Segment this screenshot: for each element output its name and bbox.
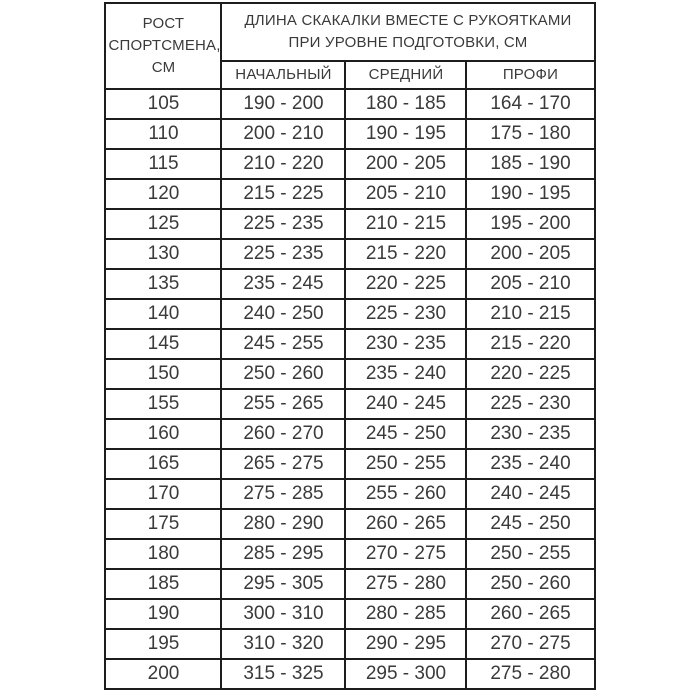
pro-range-cell: 250 - 255 (466, 539, 594, 569)
beginner-range-cell: 265 - 275 (221, 449, 345, 479)
pro-range-cell: 260 - 265 (466, 599, 594, 629)
beginner-range-cell: 295 - 305 (221, 569, 345, 599)
pro-range-cell: 235 - 240 (466, 449, 594, 479)
table-row (105, 239, 594, 269)
table-row (105, 509, 594, 539)
group-header-line2: ПРИ УРОВНЕ ПОДГОТОВКИ, СМ (288, 34, 528, 51)
middle-range-cell: 180 - 185 (345, 89, 466, 119)
beginner-range-cell: 260 - 270 (221, 419, 345, 449)
height-cell: 180 (105, 539, 221, 569)
pro-range-cell: 190 - 195 (466, 179, 594, 209)
table-row (105, 89, 594, 119)
middle-range-cell: 275 - 280 (345, 569, 466, 599)
pro-range-cell: 245 - 250 (466, 509, 594, 539)
beginner-range-cell: 210 - 220 (221, 149, 345, 179)
height-cell: 165 (105, 449, 221, 479)
middle-range-cell: 280 - 285 (345, 599, 466, 629)
beginner-range-cell: 225 - 235 (221, 209, 345, 239)
height-cell: 115 (105, 149, 221, 179)
height-cell: 125 (105, 209, 221, 239)
pro-range-cell: 230 - 235 (466, 419, 594, 449)
middle-range-cell: 215 - 220 (345, 239, 466, 269)
table-row (105, 479, 594, 509)
middle-range-cell: 200 - 205 (345, 149, 466, 179)
table-row (105, 449, 594, 479)
middle-range-cell: 210 - 215 (345, 209, 466, 239)
pro-range-cell: 250 - 260 (466, 569, 594, 599)
table-row (105, 599, 594, 629)
middle-range-cell: 190 - 195 (345, 119, 466, 149)
middle-range-cell: 295 - 300 (345, 659, 466, 689)
level-header-beginner: НАЧАЛЬНЫЙ (221, 61, 345, 89)
beginner-range-cell: 310 - 320 (221, 629, 345, 659)
level-header-middle: СРЕДНИЙ (345, 61, 466, 89)
group-header-line1: ДЛИНА СКАКАЛКИ ВМЕСТЕ С РУКОЯТКАМИ (244, 12, 572, 30)
table-row (105, 629, 594, 659)
middle-range-cell: 245 - 250 (345, 419, 466, 449)
height-header-line2: СПОРТСМЕНА, (108, 37, 221, 55)
height-cell: 175 (105, 509, 221, 539)
beginner-range-cell: 250 - 260 (221, 359, 345, 389)
middle-range-cell: 205 - 210 (345, 179, 466, 209)
middle-range-cell: 255 - 260 (345, 479, 466, 509)
header-row-group (105, 3, 594, 61)
beginner-range-cell: 190 - 200 (221, 89, 345, 119)
pro-range-cell: 210 - 215 (466, 299, 594, 329)
height-cell: 195 (105, 629, 221, 659)
beginner-range-cell: 240 - 250 (221, 299, 345, 329)
table-row (105, 419, 594, 449)
beginner-range-cell: 225 - 235 (221, 239, 345, 269)
pro-range-cell: 240 - 245 (466, 479, 594, 509)
pro-range-cell: 164 - 170 (466, 89, 594, 119)
height-cell: 185 (105, 569, 221, 599)
pro-range-cell: 205 - 210 (466, 269, 594, 299)
table-row (105, 299, 594, 329)
beginner-range-cell: 280 - 290 (221, 509, 345, 539)
table-row (105, 119, 594, 149)
beginner-range-cell: 315 - 325 (221, 659, 345, 689)
beginner-range-cell: 275 - 285 (221, 479, 345, 509)
beginner-range-cell: 245 - 255 (221, 329, 345, 359)
middle-range-cell: 235 - 240 (345, 359, 466, 389)
table-row (105, 149, 594, 179)
table-row (105, 389, 594, 419)
height-cell: 130 (105, 239, 221, 269)
height-cell: 135 (105, 269, 221, 299)
beginner-range-cell: 215 - 225 (221, 179, 345, 209)
height-cell: 150 (105, 359, 221, 389)
table-row (105, 539, 594, 569)
height-header-line1: РОСТ (142, 15, 185, 33)
table-row (105, 659, 594, 689)
height-cell: 110 (105, 119, 221, 149)
height-column-header (105, 3, 221, 89)
table-row (105, 569, 594, 599)
table-row (105, 359, 594, 389)
middle-range-cell: 220 - 225 (345, 269, 466, 299)
pro-range-cell: 200 - 205 (466, 239, 594, 269)
table-header (105, 3, 594, 89)
height-cell: 120 (105, 179, 221, 209)
pro-range-cell: 220 - 225 (466, 359, 594, 389)
rope-length-table (104, 2, 595, 690)
height-cell: 200 (105, 659, 221, 689)
beginner-range-cell: 285 - 295 (221, 539, 345, 569)
middle-range-cell: 290 - 295 (345, 629, 466, 659)
pro-range-cell: 225 - 230 (466, 389, 594, 419)
pro-range-cell: 185 - 190 (466, 149, 594, 179)
rope-length-group-header (221, 3, 594, 61)
height-cell: 155 (105, 389, 221, 419)
height-header-line3: СМ (151, 58, 176, 76)
beginner-range-cell: 200 - 210 (221, 119, 345, 149)
beginner-range-cell: 255 - 265 (221, 389, 345, 419)
height-cell: 190 (105, 599, 221, 629)
height-cell: 140 (105, 299, 221, 329)
beginner-range-cell: 300 - 310 (221, 599, 345, 629)
beginner-range-cell: 235 - 245 (221, 269, 345, 299)
pro-range-cell: 195 - 200 (466, 209, 594, 239)
middle-range-cell: 270 - 275 (345, 539, 466, 569)
table-body (105, 89, 594, 689)
middle-range-cell: 225 - 230 (345, 299, 466, 329)
table-row (105, 209, 594, 239)
level-header-pro: ПРОФИ (466, 61, 594, 89)
middle-range-cell: 260 - 265 (345, 509, 466, 539)
pro-range-cell: 275 - 280 (466, 659, 594, 689)
table-row (105, 269, 594, 299)
middle-range-cell: 240 - 245 (345, 389, 466, 419)
height-cell: 145 (105, 329, 221, 359)
height-cell: 160 (105, 419, 221, 449)
middle-range-cell: 230 - 235 (345, 329, 466, 359)
pro-range-cell: 175 - 180 (466, 119, 594, 149)
pro-range-cell: 215 - 220 (466, 329, 594, 359)
height-cell: 105 (105, 89, 221, 119)
table-row (105, 179, 594, 209)
pro-range-cell: 270 - 275 (466, 629, 594, 659)
height-cell: 170 (105, 479, 221, 509)
middle-range-cell: 250 - 255 (345, 449, 466, 479)
table-row (105, 329, 594, 359)
